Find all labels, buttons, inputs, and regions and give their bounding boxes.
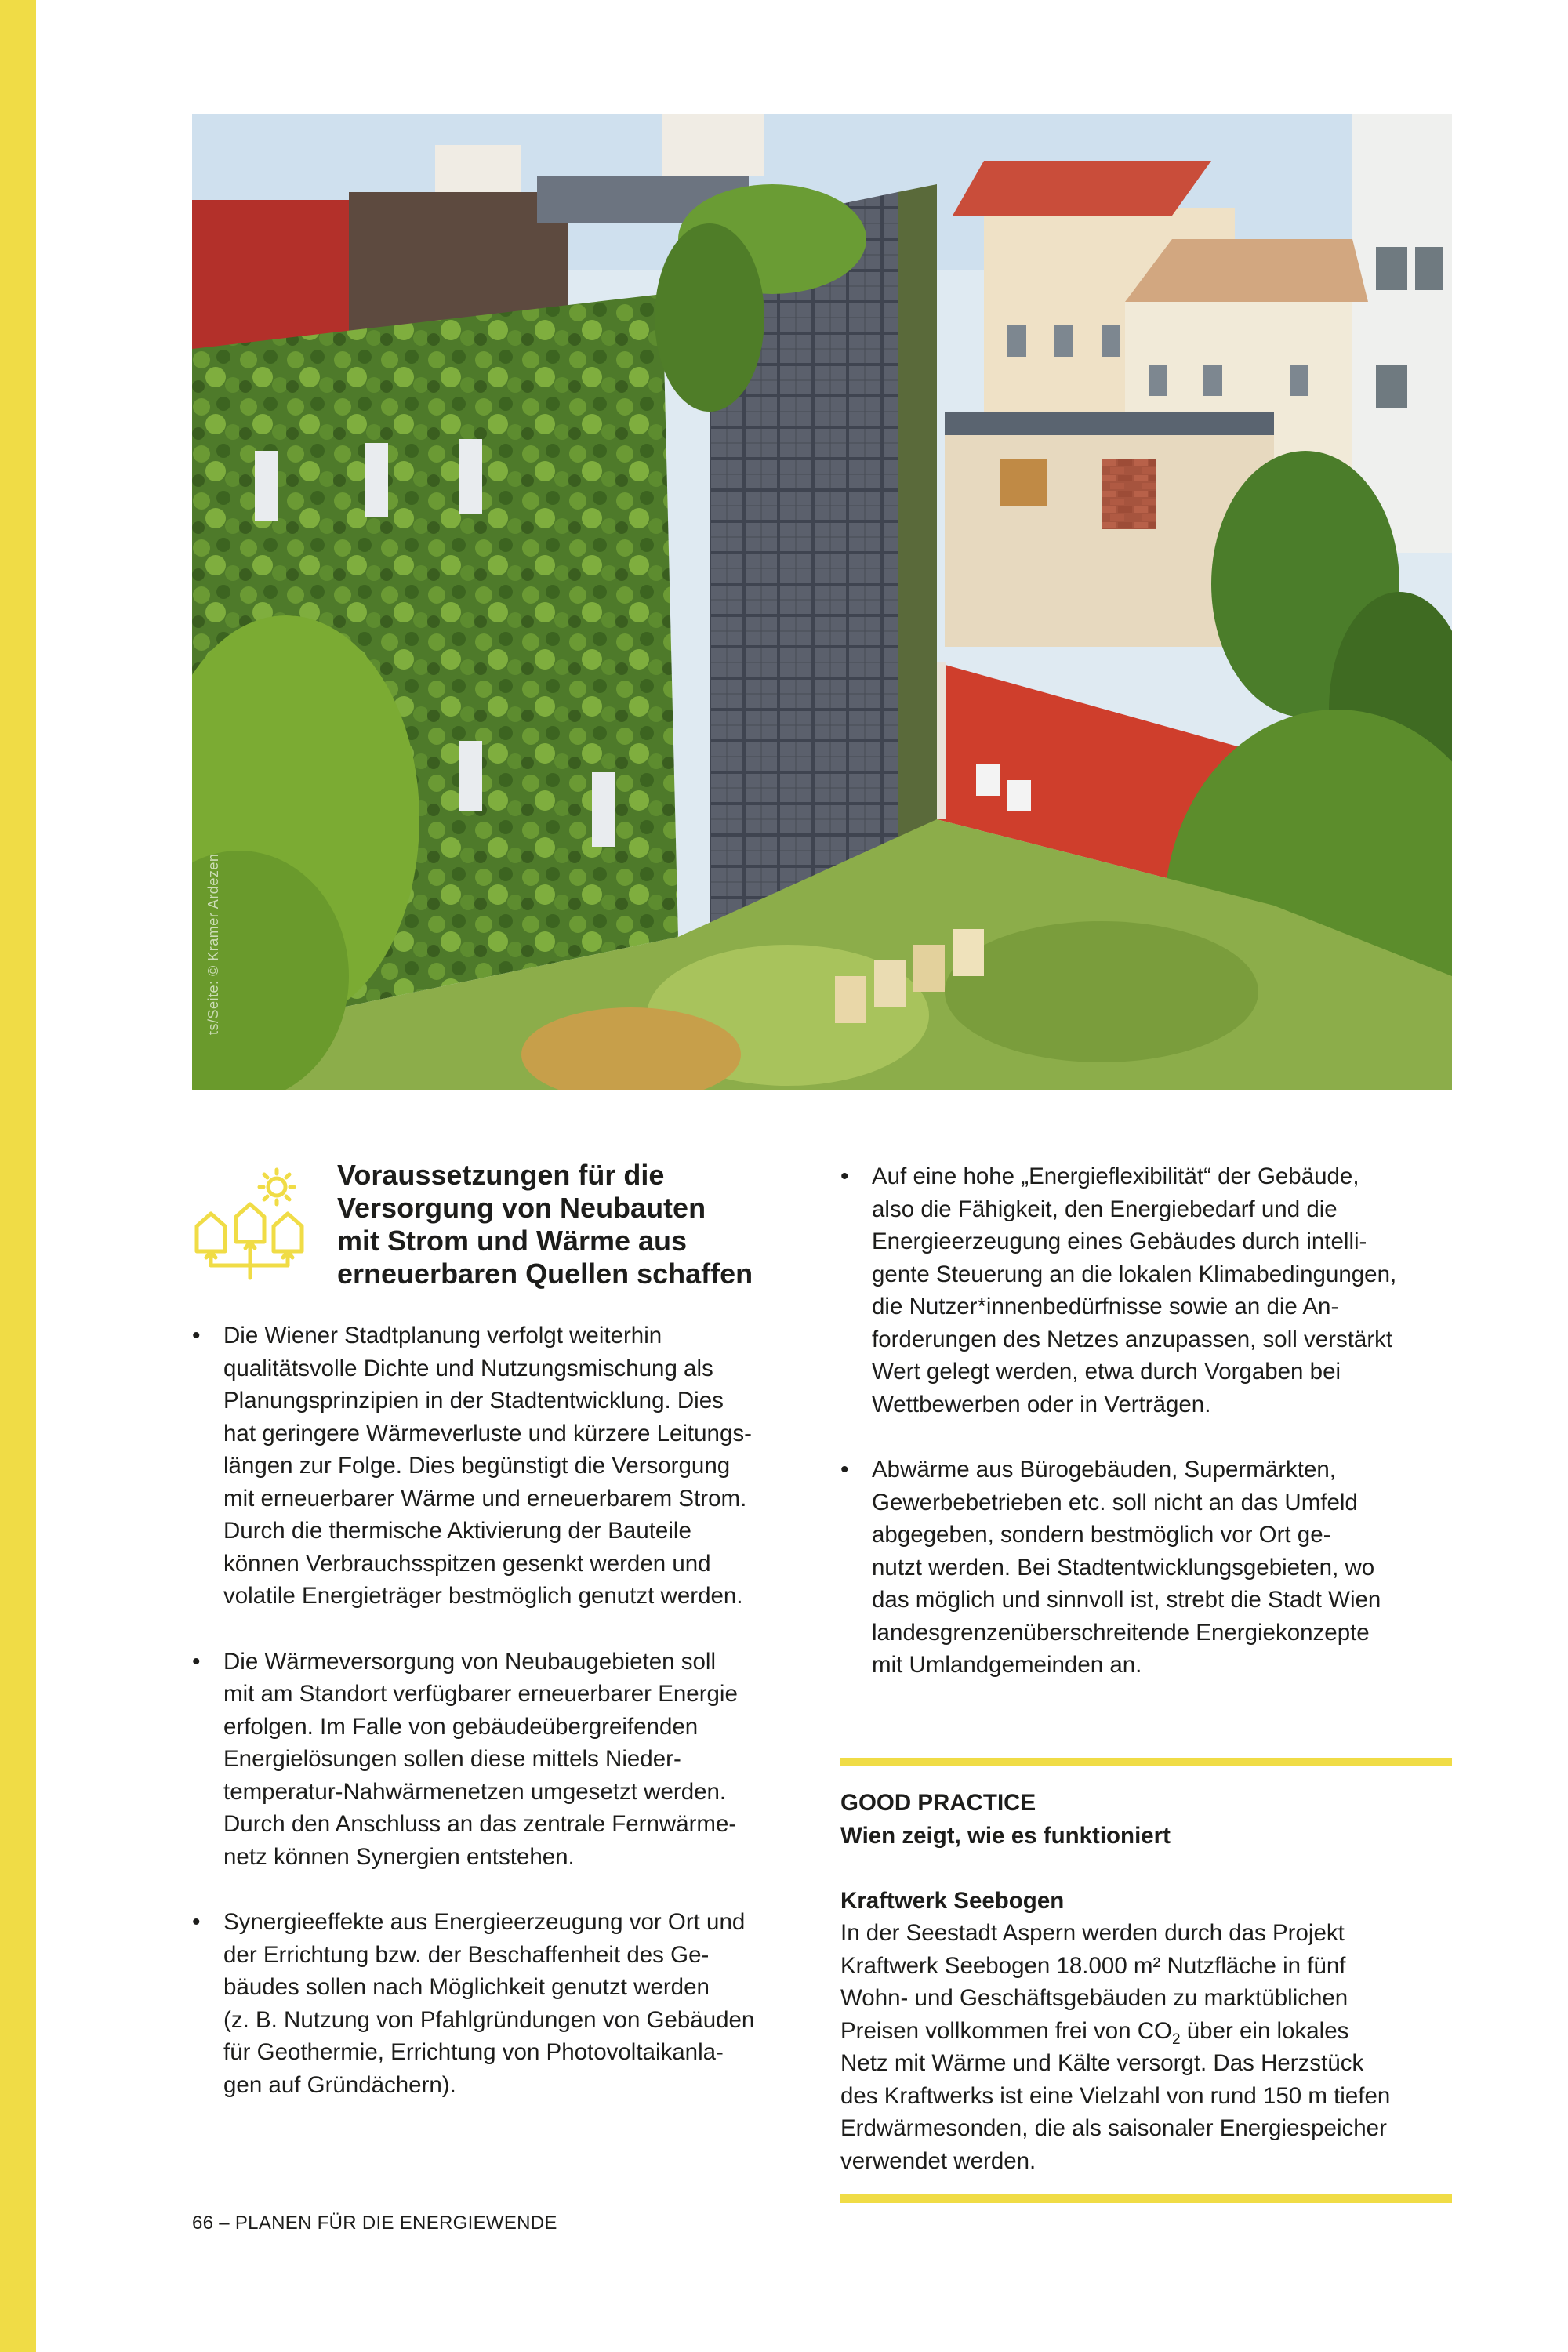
photo-credit: ts/Seite: © Kramer Ardezen (205, 853, 221, 1035)
good-practice-content (840, 1766, 1452, 2194)
bullet-item: • Synergieeffekte aus Energieerzeugung vor Ort und der Errichtung bzw. der Beschaffenheit des Ge- bäudes sollen nach Möglichkeit genutzt werden (z. B. Nutzung von Pfahlgründungen von Gebäuden für Geothermie, Errichtung von Photovoltaikanla- gen auf Gründächern). (192, 1906, 811, 2101)
good-practice-subtitle: Wien zeigt, wie es funktioniert (840, 1822, 1171, 1849)
left-column (192, 1159, 811, 2134)
good-practice-top-rule (840, 1758, 1452, 1766)
bullet-item: • Die Wärmeversorgung von Neubaugebieten soll mit am Standort verfügbarer erneuerbarer Energie erfolgen. Im Falle von gebäudeübergreifenden Energielösungen sollen diese mittels Nieder- temperatur-Nahwärmenetzen umgesetzt werden. Durch den Anschluss an das zentrale Fernwärme- netz können Synergien entstehen. (192, 1646, 811, 1874)
bullet-item: • Abwärme aus Bürogebäuden, Supermärkten, Gewerbebetrieben etc. soll nicht an das Umfeld abgegeben, sondern bestmöglich vor Ort ge- nutzt werden. Bei Stadtentwicklungsgebieten, wo das möglich und sinnvoll ist, strebt die Stadt Wien landesgrenzenüberschreitende Energiekonzepte mit Umlandgemeinden an. (840, 1454, 1452, 1682)
page-footer: 66 – PLANEN FÜR DIE ENERGIEWENDE (192, 2212, 557, 2234)
good-practice-title: Kraftwerk Seebogen (840, 1887, 1065, 1914)
building-photo (192, 114, 1452, 1090)
right-bullet-list (840, 1160, 1452, 1682)
left-bullet-list (192, 1319, 811, 2101)
section-heading (192, 1159, 811, 1319)
bullet-item: • Auf eine hohe „Energieflexibilität“ der Gebäude, also die Fähigkeit, den Energiebedarf und die Energieerzeugung eines Gebäudes durch intelli- gente Steuerung an die lokalen Klimabedingungen, die Nutzer*innenbedürfnisse sowie an die An- forderungen des Netzes anzupassen, soll verstärkt Wert gelegt werden, etwa durch Vorgaben bei Wettbewerben oder in Verträgen. (840, 1160, 1452, 1421)
good-practice-box (840, 1758, 1452, 2203)
good-practice-label: GOOD PRACTICE (840, 1790, 1036, 1816)
side-color-band (0, 0, 36, 2352)
section-title: Voraussetzungen für die Versorgung von Neubauten mit Strom und Wärme aus erneuerbaren Quellen schaffen (337, 1159, 753, 1290)
good-practice-bottom-rule (840, 2194, 1452, 2203)
good-practice-text: In der Seestadt Aspern werden durch das Projekt Kraftwerk Seebogen 18.000 m² Nutzfläche in fünf Wohn- und Geschäftsgebäuden zu marktüblichen Preisen vollkommen frei von $CO_2$ über ein lokales Netz mit Wärme und Kälte versorgt. Das Herzstück des Kraftwerks ist eine Vielzahl von rund 150 m tiefen Erdwärmesonden, die als saisonaler Energiespeicher verwendet werden. (840, 1920, 1391, 2174)
right-column (840, 1160, 1452, 1715)
houses-sun-icon (192, 1165, 310, 1283)
bullet-item: • Die Wiener Stadtplanung verfolgt weiterhin qualitätsvolle Dichte und Nutzungsmischung als Planungsprinzipien in der Stadtentwicklung. Dies hat geringere Wärmeverluste und kürzere Leitungs- längen zur Folge. Dies begünstigt die Versorgung mit erneuerbarer Wärme und erneuerbarem Strom. Durch die thermische Aktivierung der Bauteile können Verbrauchsspitzen gesenkt werden und volatile Energieträger bestmöglich genutzt werden. (192, 1319, 811, 1613)
